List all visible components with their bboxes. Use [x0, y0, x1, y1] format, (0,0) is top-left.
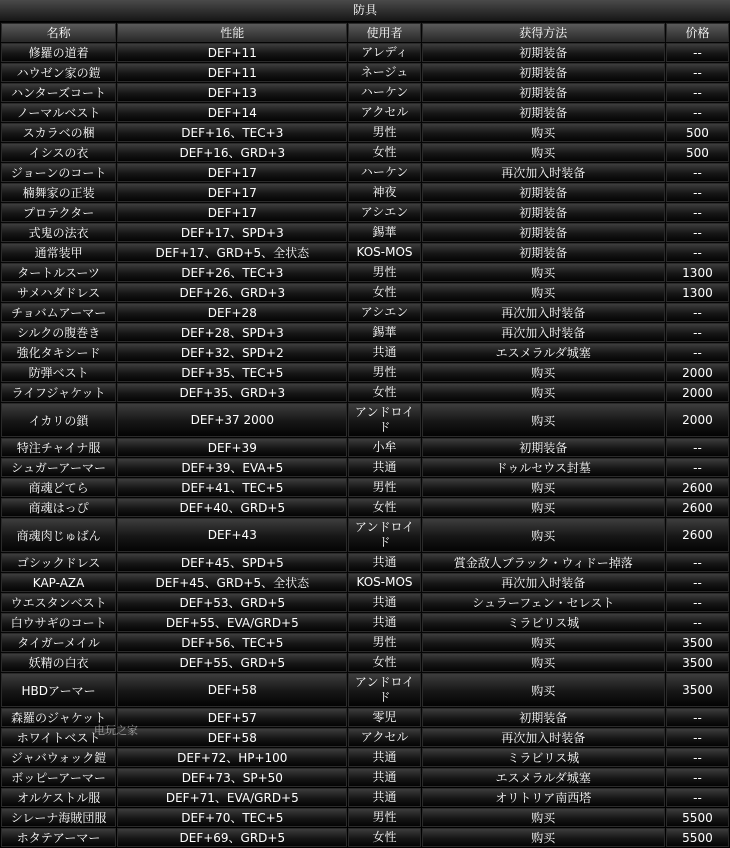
item-price: -- [666, 163, 729, 182]
item-name: 白ウサギのコート [1, 613, 116, 632]
item-performance: DEF+17、GRD+5、全状态 [117, 243, 347, 262]
table-row [1, 263, 729, 282]
item-user: 女性 [348, 383, 420, 402]
item-performance: DEF+13 [117, 83, 347, 102]
item-name: 妖精の白衣 [1, 653, 116, 672]
item-performance: DEF+35、TEC+5 [117, 363, 347, 382]
item-performance: DEF+58 [117, 728, 347, 747]
item-method: エスメラルダ城塞 [422, 768, 665, 787]
header-user: 使用者 [348, 23, 420, 42]
item-user: 錫華 [348, 323, 420, 342]
item-performance: DEF+26、TEC+3 [117, 263, 347, 282]
table-row [1, 343, 729, 362]
item-name: ウエスタンベスト [1, 593, 116, 612]
item-performance: DEF+45、SPD+5 [117, 553, 347, 572]
item-price: -- [666, 103, 729, 122]
item-performance: DEF+37 2000 [117, 403, 347, 437]
item-method: 购买 [422, 518, 665, 552]
item-performance: DEF+55、EVA/GRD+5 [117, 613, 347, 632]
item-price: -- [666, 768, 729, 787]
item-performance: DEF+55、GRD+5 [117, 653, 347, 672]
table-row [1, 303, 729, 322]
item-price: -- [666, 613, 729, 632]
item-name: シルクの腹巻き [1, 323, 116, 342]
item-user: 男性 [348, 478, 420, 497]
item-price: 3500 [666, 673, 729, 707]
item-user: アンドロイド [348, 673, 420, 707]
item-price: -- [666, 343, 729, 362]
table-row [1, 363, 729, 382]
item-name: 楠舞家の正装 [1, 183, 116, 202]
item-user: KOS-MOS [348, 573, 420, 592]
item-user: 男性 [348, 363, 420, 382]
item-performance: DEF+26、GRD+3 [117, 283, 347, 302]
item-name: 修羅の道着 [1, 43, 116, 62]
header-name: 名称 [1, 23, 116, 42]
panel-title: 防具 [0, 0, 730, 22]
item-name: 通常装甲 [1, 243, 116, 262]
item-price: 2000 [666, 363, 729, 382]
item-name: プロテクター [1, 203, 116, 222]
item-price: 1300 [666, 263, 729, 282]
item-performance: DEF+16、TEC+3 [117, 123, 347, 142]
item-method: エスメラルダ城塞 [422, 343, 665, 362]
item-user: 女性 [348, 653, 420, 672]
item-name: 商魂はっぴ [1, 498, 116, 517]
item-method: 再次加入时装备 [422, 303, 665, 322]
item-name: サメハダドレス [1, 283, 116, 302]
item-price: 2000 [666, 403, 729, 437]
item-price: -- [666, 593, 729, 612]
table-row [1, 243, 729, 262]
item-method: 购买 [422, 283, 665, 302]
item-method: 购买 [422, 808, 665, 827]
item-method: 购买 [422, 123, 665, 142]
item-method: オリトリア南西塔 [422, 788, 665, 807]
item-method: 再次加入时装备 [422, 323, 665, 342]
item-user: アシエン [348, 303, 420, 322]
item-user: ネージュ [348, 63, 420, 82]
table-row [1, 808, 729, 827]
item-user: アクセル [348, 103, 420, 122]
item-price: -- [666, 573, 729, 592]
table-row [1, 828, 729, 847]
item-performance: DEF+14 [117, 103, 347, 122]
item-name: チョバムアーマー [1, 303, 116, 322]
table-row [1, 748, 729, 767]
item-user: 共通 [348, 593, 420, 612]
item-price: -- [666, 83, 729, 102]
item-method: 初期装备 [422, 223, 665, 242]
table-row [1, 103, 729, 122]
item-name: 森羅のジャケット [1, 708, 116, 727]
table-row [1, 203, 729, 222]
item-performance: DEF+41、TEC+5 [117, 478, 347, 497]
table-row [1, 593, 729, 612]
item-user: 共通 [348, 613, 420, 632]
item-method: 购买 [422, 403, 665, 437]
header-method: 获得方法 [422, 23, 665, 42]
item-user: 神夜 [348, 183, 420, 202]
item-performance: DEF+28 [117, 303, 347, 322]
item-performance: DEF+72、HP+100 [117, 748, 347, 767]
item-name: ジョーンのコート [1, 163, 116, 182]
item-name: タイガーメイル [1, 633, 116, 652]
item-method: 初期装备 [422, 103, 665, 122]
item-price: 500 [666, 123, 729, 142]
item-performance: DEF+53、GRD+5 [117, 593, 347, 612]
table-row [1, 43, 729, 62]
item-performance: DEF+39 [117, 438, 347, 457]
item-price: 1300 [666, 283, 729, 302]
item-price: -- [666, 243, 729, 262]
item-performance: DEF+17 [117, 163, 347, 182]
item-price: 5500 [666, 828, 729, 847]
table-row [1, 403, 729, 437]
item-price: 3500 [666, 653, 729, 672]
table-row [1, 673, 729, 707]
item-user: 小牟 [348, 438, 420, 457]
item-price: -- [666, 728, 729, 747]
item-name: HBDアーマー [1, 673, 116, 707]
item-price: -- [666, 323, 729, 342]
item-method: 初期装备 [422, 203, 665, 222]
item-price: -- [666, 183, 729, 202]
item-user: 共通 [348, 748, 420, 767]
item-performance: DEF+17 [117, 183, 347, 202]
item-user: 女性 [348, 828, 420, 847]
item-user: 男性 [348, 808, 420, 827]
table-row [1, 383, 729, 402]
item-price: -- [666, 553, 729, 572]
item-user: 共通 [348, 788, 420, 807]
item-user: 女性 [348, 283, 420, 302]
item-name: 商魂どてら [1, 478, 116, 497]
item-method: 初期装备 [422, 438, 665, 457]
item-method: 购买 [422, 633, 665, 652]
item-method: ミラビリス城 [422, 613, 665, 632]
table-row [1, 653, 729, 672]
item-name: 式鬼の法衣 [1, 223, 116, 242]
header-performance: 性能 [117, 23, 347, 42]
item-user: 錫華 [348, 223, 420, 242]
item-user: 男性 [348, 123, 420, 142]
item-user: 男性 [348, 633, 420, 652]
item-name: スカラベの梱 [1, 123, 116, 142]
item-name: イカリの鎖 [1, 403, 116, 437]
item-price: -- [666, 748, 729, 767]
item-user: KOS-MOS [348, 243, 420, 262]
item-name: ホタテアーマー [1, 828, 116, 847]
table-row [1, 458, 729, 477]
table-row [1, 498, 729, 517]
item-name: ホワイトベスト [1, 728, 116, 747]
item-name: 強化タキシード [1, 343, 116, 362]
item-user: アンドロイド [348, 403, 420, 437]
table-row [1, 478, 729, 497]
item-performance: DEF+39、EVA+5 [117, 458, 347, 477]
item-name: ボッピーアーマー [1, 768, 116, 787]
item-user: 零児 [348, 708, 420, 727]
table-row [1, 518, 729, 552]
item-method: 购买 [422, 653, 665, 672]
item-price: 5500 [666, 808, 729, 827]
item-method: 初期装备 [422, 243, 665, 262]
item-performance: DEF+43 [117, 518, 347, 552]
item-name: 特注チャイナ服 [1, 438, 116, 457]
table-row [1, 163, 729, 182]
table-row [1, 283, 729, 302]
item-method: シュラーフェン・セレスト [422, 593, 665, 612]
item-method: 购买 [422, 828, 665, 847]
item-name: ノーマルベスト [1, 103, 116, 122]
item-method: 再次加入时装备 [422, 728, 665, 747]
item-price: 500 [666, 143, 729, 162]
item-method: 购买 [422, 478, 665, 497]
item-performance: DEF+32、SPD+2 [117, 343, 347, 362]
item-method: 再次加入时装备 [422, 163, 665, 182]
item-user: アクセル [348, 728, 420, 747]
item-user: アンドロイド [348, 518, 420, 552]
item-method: 购买 [422, 498, 665, 517]
item-name: シレーナ海賊団服 [1, 808, 116, 827]
item-method: ミラビリス城 [422, 748, 665, 767]
item-performance: DEF+28、SPD+3 [117, 323, 347, 342]
item-method: 再次加入时装备 [422, 573, 665, 592]
table-row [1, 183, 729, 202]
item-method: 初期装备 [422, 708, 665, 727]
table-row [1, 788, 729, 807]
item-method: 购买 [422, 143, 665, 162]
item-name: KAP-AZA [1, 573, 116, 592]
item-price: -- [666, 303, 729, 322]
item-user: 共通 [348, 343, 420, 362]
item-user: 女性 [348, 498, 420, 517]
item-user: 共通 [348, 553, 420, 572]
item-performance: DEF+58 [117, 673, 347, 707]
item-price: -- [666, 223, 729, 242]
table-row [1, 323, 729, 342]
table-row [1, 768, 729, 787]
item-method: 购买 [422, 673, 665, 707]
item-price: -- [666, 63, 729, 82]
item-performance: DEF+11 [117, 43, 347, 62]
item-name: シュガーアーマー [1, 458, 116, 477]
table-row [1, 438, 729, 457]
item-name: イシスの衣 [1, 143, 116, 162]
item-performance: DEF+70、TEC+5 [117, 808, 347, 827]
header-price: 价格 [666, 23, 729, 42]
item-name: ハウゼン家の鎧 [1, 63, 116, 82]
table-row [1, 633, 729, 652]
item-performance: DEF+35、GRD+3 [117, 383, 347, 402]
item-method: 初期装备 [422, 43, 665, 62]
item-name: タートルスーツ [1, 263, 116, 282]
item-user: 男性 [348, 263, 420, 282]
item-user: ハーケン [348, 83, 420, 102]
item-price: 2000 [666, 383, 729, 402]
item-performance: DEF+71、EVA/GRD+5 [117, 788, 347, 807]
watermark-text: 电玩之家 [94, 724, 138, 737]
item-method: ドゥルセウス封墓 [422, 458, 665, 477]
item-price: 2600 [666, 518, 729, 552]
item-price: 2600 [666, 478, 729, 497]
item-user: ハーケン [348, 163, 420, 182]
table-row [1, 123, 729, 142]
item-name: ハンターズコート [1, 83, 116, 102]
item-method: 賞金敌人ブラック・ウィドー掉落 [422, 553, 665, 572]
item-user: 女性 [348, 143, 420, 162]
table-row [1, 63, 729, 82]
item-price: -- [666, 203, 729, 222]
item-name: 商魂肉じゅばん [1, 518, 116, 552]
header-row [1, 23, 729, 42]
item-method: 初期装备 [422, 183, 665, 202]
item-user: 共通 [348, 768, 420, 787]
item-user: アレディ [348, 43, 420, 62]
item-performance: DEF+56、TEC+5 [117, 633, 347, 652]
item-performance: DEF+11 [117, 63, 347, 82]
item-name: 防弾ベスト [1, 363, 116, 382]
table-row [1, 83, 729, 102]
item-user: 共通 [348, 458, 420, 477]
item-price: -- [666, 788, 729, 807]
item-price: 3500 [666, 633, 729, 652]
item-performance: DEF+69、GRD+5 [117, 828, 347, 847]
table-row [1, 143, 729, 162]
item-name: ライフジャケット [1, 383, 116, 402]
item-method: 购买 [422, 383, 665, 402]
table-row [1, 553, 729, 572]
item-method: 购买 [422, 263, 665, 282]
item-method: 初期装备 [422, 63, 665, 82]
item-user: アシエン [348, 203, 420, 222]
item-performance: DEF+17、SPD+3 [117, 223, 347, 242]
item-performance: DEF+45、GRD+5、全状态 [117, 573, 347, 592]
item-performance: DEF+57 [117, 708, 347, 727]
item-price: 2600 [666, 498, 729, 517]
table-row [1, 613, 729, 632]
item-performance: DEF+40、GRD+5 [117, 498, 347, 517]
item-price: -- [666, 708, 729, 727]
item-name: オルケストル服 [1, 788, 116, 807]
item-price: -- [666, 458, 729, 477]
item-performance: DEF+16、GRD+3 [117, 143, 347, 162]
item-name: ジャバウォック鎧 [1, 748, 116, 767]
item-name: ゴシックドレス [1, 553, 116, 572]
item-method: 购买 [422, 363, 665, 382]
table-row [1, 223, 729, 242]
table-row [1, 573, 729, 592]
item-performance: DEF+73、SP+50 [117, 768, 347, 787]
item-performance: DEF+17 [117, 203, 347, 222]
item-method: 初期装备 [422, 83, 665, 102]
item-price: -- [666, 43, 729, 62]
item-price: -- [666, 438, 729, 457]
